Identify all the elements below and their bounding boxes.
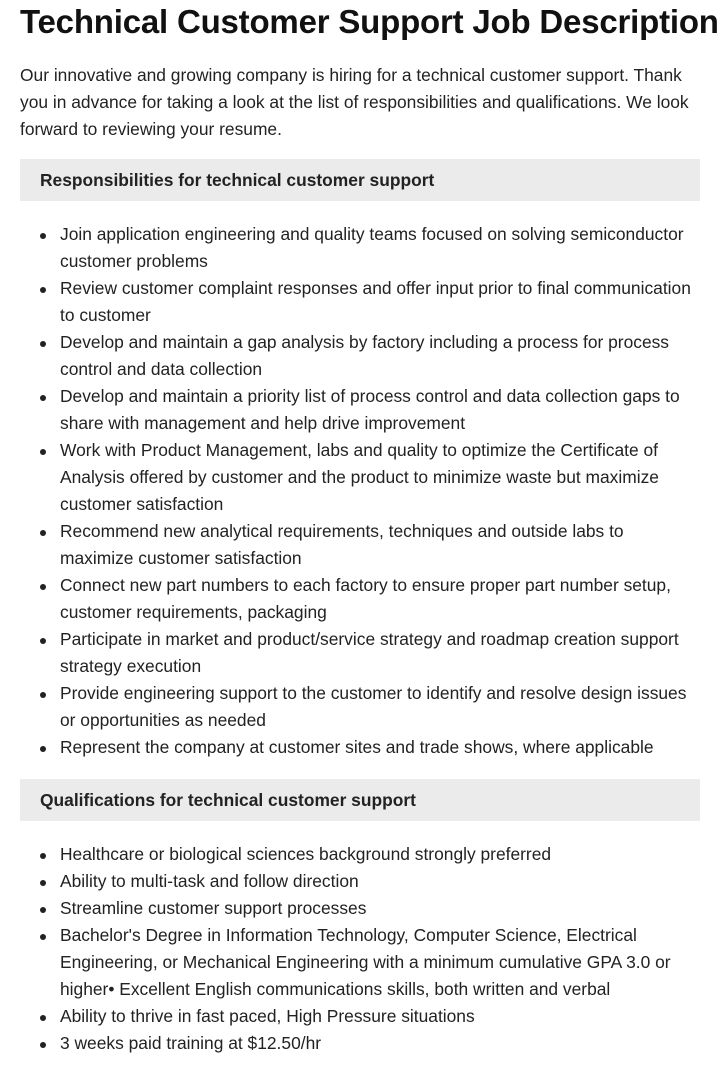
responsibilities-list xyxy=(20,221,700,761)
list-item xyxy=(60,841,700,868)
list-item-text: Connect new part numbers to each factory to ensure proper part number setup, customer requirements, packaging xyxy=(60,575,671,622)
list-item-text: Healthcare or biological sciences background strongly preferred xyxy=(60,844,552,864)
page-title: Technical Customer Support Job Description xyxy=(20,3,719,40)
list-item-text: Join application engineering and quality teams focused on solving semiconductor customer problems xyxy=(60,224,684,271)
list-item xyxy=(60,1003,700,1030)
list-item-text: 3 weeks paid training at $12.50/hr xyxy=(60,1033,322,1053)
list-item xyxy=(60,895,700,922)
list-item xyxy=(60,329,700,383)
list-item xyxy=(60,383,700,437)
list-item xyxy=(60,572,700,626)
list-item xyxy=(60,437,700,518)
list-item xyxy=(60,626,700,680)
list-item-text: Develop and maintain a priority list of process control and data collection gaps to share with management and help drive improvement xyxy=(60,386,680,433)
list-item xyxy=(60,221,700,275)
list-item xyxy=(60,922,700,1003)
list-item xyxy=(60,868,700,895)
list-item xyxy=(60,680,700,734)
list-item-text: Ability to thrive in fast paced, High Pressure situations xyxy=(60,1006,475,1026)
list-item-text: Bachelor's Degree in Information Technology, Computer Science, Electrical Engineering, or Mechanical Engineering with a minimum cumulative GPA 3.0 or higher• Excellent English communications skills, both written and verbal xyxy=(60,925,671,999)
bullet-icon xyxy=(40,449,46,455)
bullet-icon xyxy=(40,907,46,913)
bullet-icon xyxy=(40,934,46,940)
bullet-icon xyxy=(40,530,46,536)
bullet-icon xyxy=(40,746,46,752)
list-item xyxy=(60,518,700,572)
qualifications-heading: Qualifications for technical customer support xyxy=(20,779,700,821)
bullet-icon xyxy=(40,287,46,293)
bullet-icon xyxy=(40,638,46,644)
list-item-text: Streamline customer support processes xyxy=(60,898,367,918)
bullet-icon xyxy=(40,341,46,347)
bullet-icon xyxy=(40,880,46,886)
bullet-icon xyxy=(40,584,46,590)
list-item-text: Recommend new analytical requirements, techniques and outside labs to maximize customer satisfaction xyxy=(60,521,624,568)
bullet-icon xyxy=(40,692,46,698)
qualifications-list xyxy=(20,841,700,1057)
list-item-text: Provide engineering support to the customer to identify and resolve design issues or opportunities as needed xyxy=(60,683,687,730)
list-item xyxy=(60,1030,700,1057)
list-item-text: Represent the company at customer sites and trade shows, where applicable xyxy=(60,737,654,757)
intro-paragraph: Our innovative and growing company is hiring for a technical customer support. Thank you in advance for taking a look at the list of responsibilities and qualifications. We look forward to reviewing your resume. xyxy=(20,65,689,139)
bullet-icon xyxy=(40,1015,46,1021)
list-item-text: Review customer complaint responses and offer input prior to final communication to customer xyxy=(60,278,691,325)
bullet-icon xyxy=(40,1042,46,1048)
list-item-text: Develop and maintain a gap analysis by factory including a process for process control and data collection xyxy=(60,332,670,379)
list-item-text: Work with Product Management, labs and quality to optimize the Certificate of Analysis offered by customer and the product to minimize waste but maximize customer satisfaction xyxy=(60,440,659,514)
bullet-icon xyxy=(40,853,46,859)
responsibilities-heading: Responsibilities for technical customer support xyxy=(20,159,700,201)
bullet-icon xyxy=(40,233,46,239)
list-item xyxy=(60,734,700,761)
list-item-text: Participate in market and product/service strategy and roadmap creation support strategy execution xyxy=(60,629,679,676)
list-item xyxy=(60,275,700,329)
bullet-icon xyxy=(40,395,46,401)
list-item-text: Ability to multi-task and follow direction xyxy=(60,871,359,891)
